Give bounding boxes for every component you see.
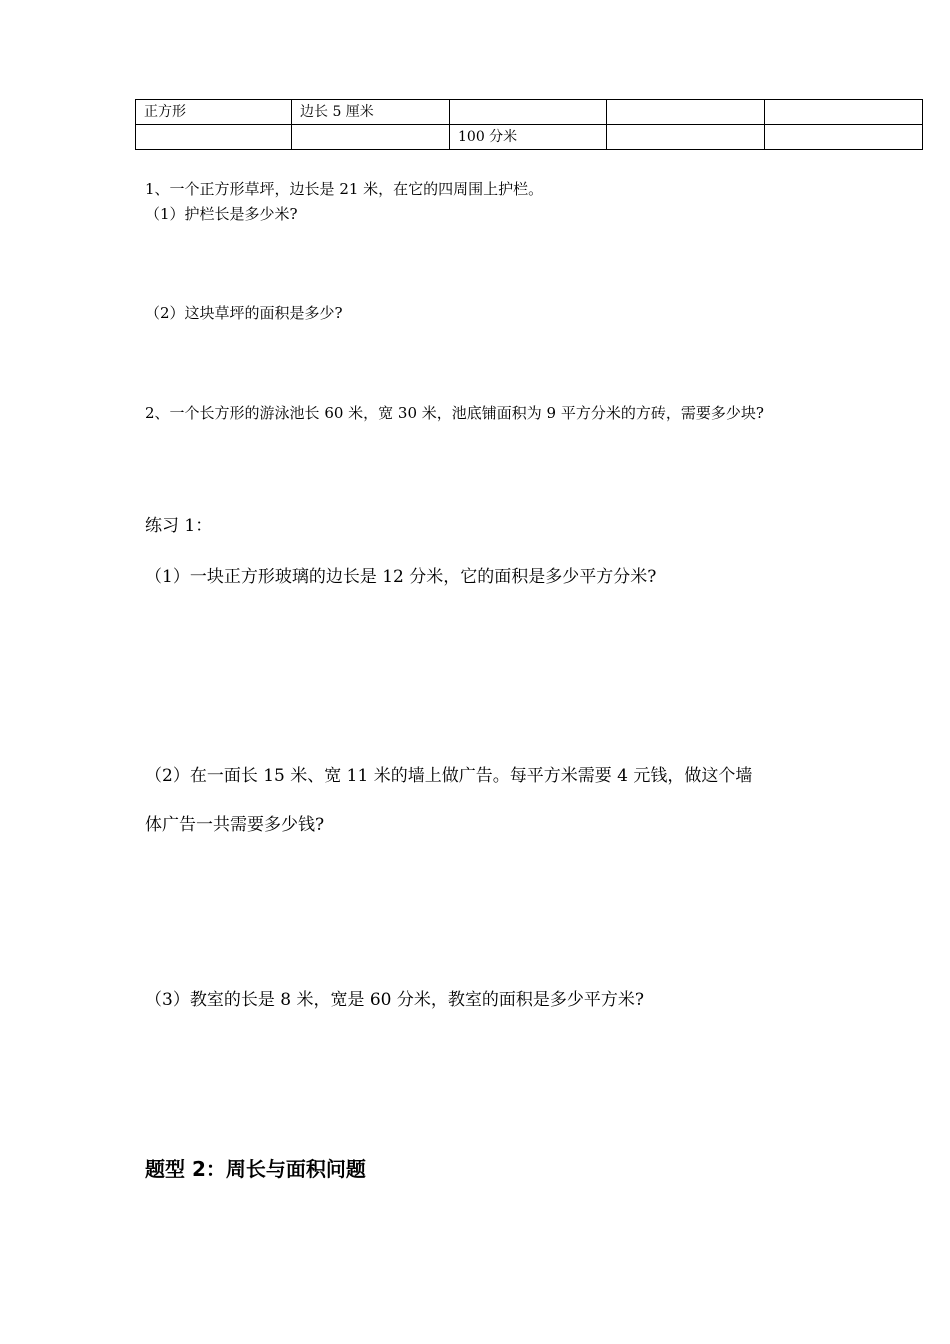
table-row — [136, 125, 923, 150]
table-cell — [292, 125, 450, 150]
table-cell: 边长 5 厘米 — [292, 100, 450, 125]
table-cell — [765, 125, 923, 150]
question-1: 1、一个正方形草坪，边长是 21 米，在它的四周围上护栏。 — [145, 180, 544, 198]
practice-question-1: （1）一块正方形玻璃的边长是 12 分米，它的面积是多少平方分米? — [145, 567, 657, 587]
table-row — [136, 100, 923, 125]
practice-question-3: （3）教室的长是 8 米，宽是 60 分米，教室的面积是多少平方米? — [145, 990, 644, 1010]
section-heading: 题型 2：周长与面积问题 — [145, 1157, 366, 1181]
question-1-part-1: （1）护栏长是多少米? — [145, 205, 298, 223]
question-2: 2、一个长方形的游泳池长 60 米，宽 30 米，池底铺面积为 9 平方分米的方砖，需要多少块? — [145, 404, 764, 422]
practice-title: 练习 1： — [145, 516, 213, 536]
table-cell — [765, 100, 923, 125]
measurement-table — [135, 99, 923, 150]
table-cell — [607, 125, 765, 150]
table-cell: 100 分米 — [450, 125, 607, 150]
practice-question-2-continued: 体广告一共需要多少钱? — [145, 815, 325, 835]
practice-question-2: （2）在一面长 15 米、宽 11 米的墙上做广告。每平方米需要 4 元钱，做这个墙 — [145, 766, 753, 786]
table-cell: 正方形 — [136, 100, 292, 125]
table-cell — [136, 125, 292, 150]
table-cell — [450, 100, 607, 125]
question-1-part-2: （2）这块草坪的面积是多少? — [145, 304, 343, 322]
table-cell — [607, 100, 765, 125]
